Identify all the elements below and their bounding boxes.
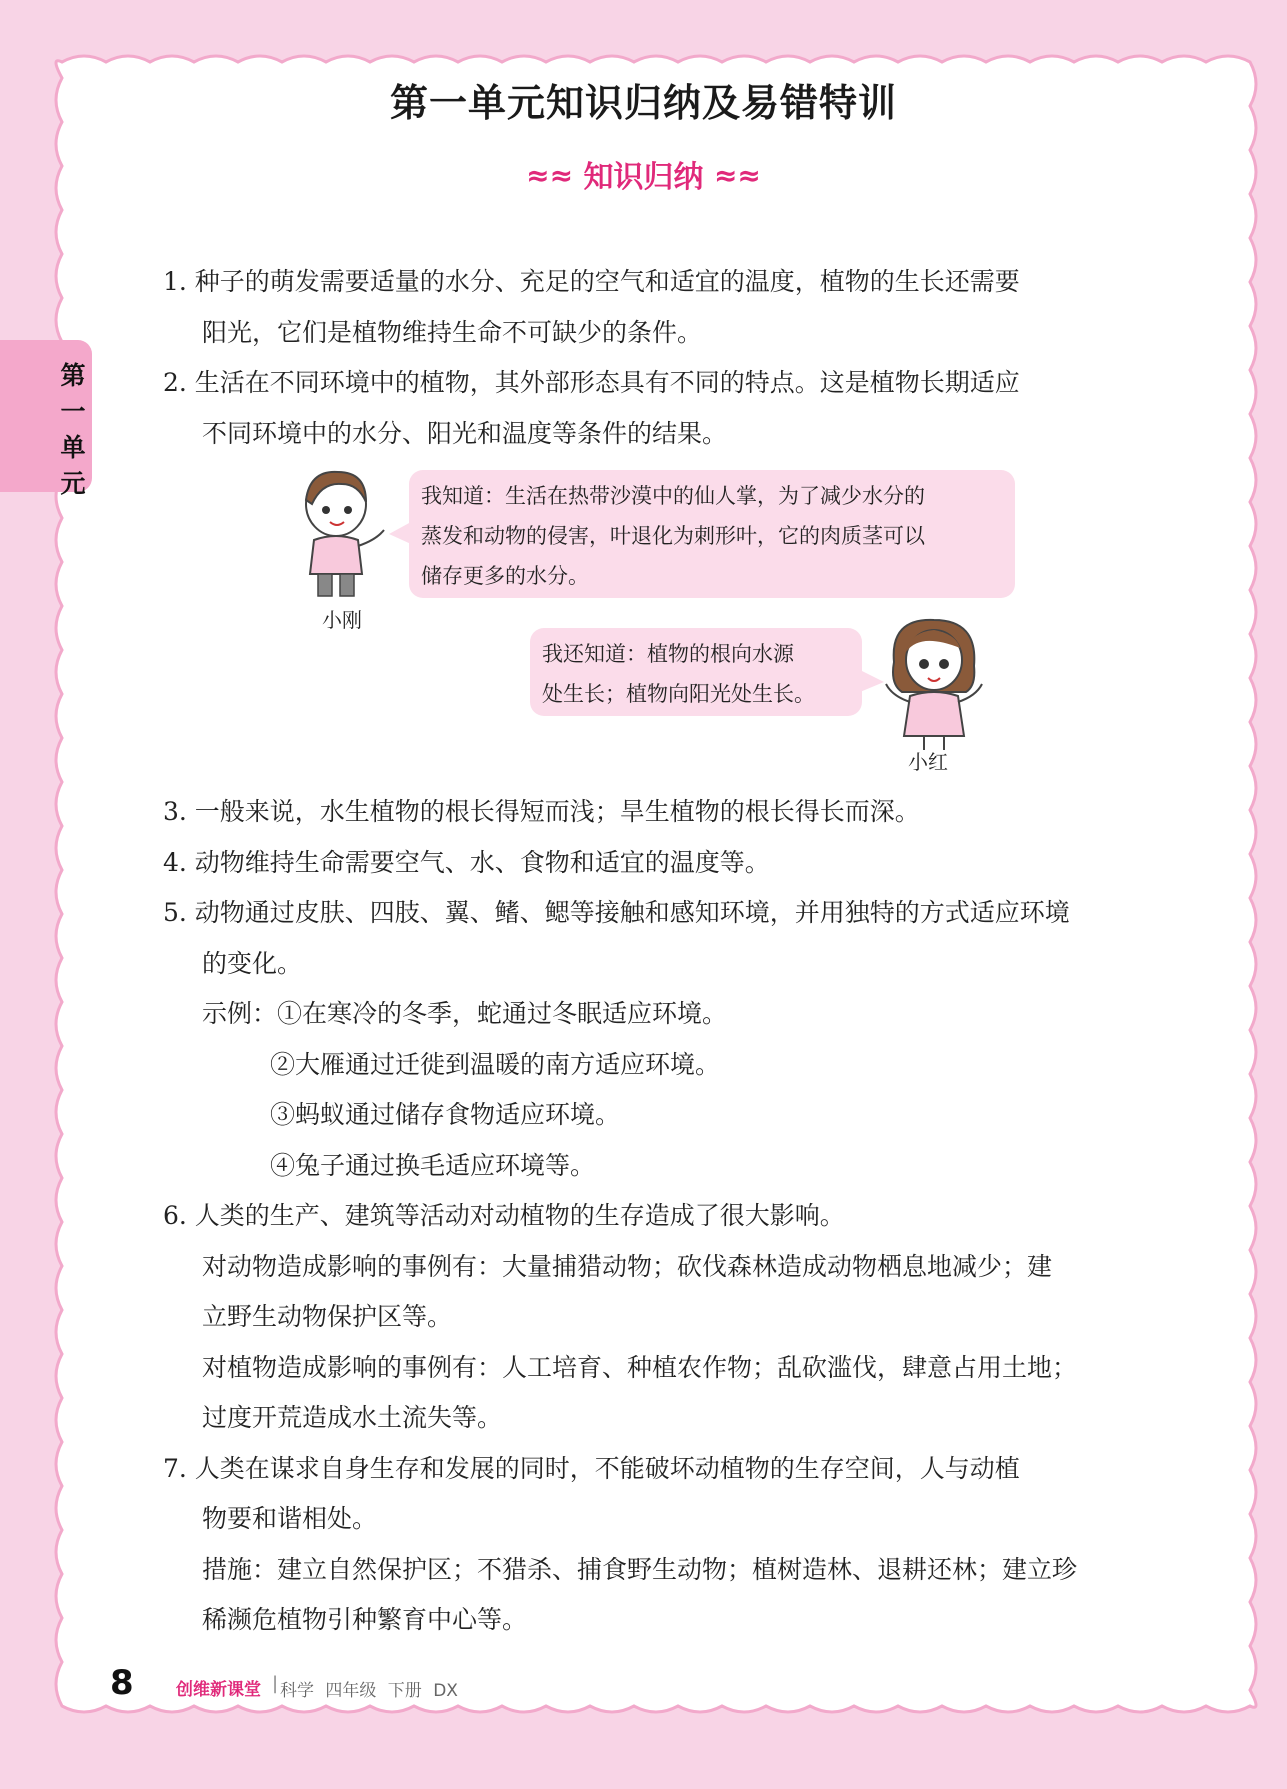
item-5-example-4: ④兔子通过换毛适应环境等。 [270,1151,596,1180]
item-6-line-2: 对动物造成影响的事例有：大量捕猎动物；砍伐森林造成动物栖息地减少；建 [202,1252,1053,1281]
bubble-1-line-3: 储存更多的水分。 [421,564,589,588]
item-1-line-2: 阳光，它们是植物维持生命不可缺少的条件。 [202,318,703,347]
speech-bubble-2 [530,628,862,716]
item-6-line-5: 过度开荒造成水土流失等。 [202,1403,503,1432]
wave-deco-left-icon-2: ≈ [549,159,574,192]
item-6-line-4: 对植物造成影响的事例有：人工培育、种植农作物；乱砍滥伐，肆意占用土地； [202,1353,1078,1382]
item-5-line-2: 的变化。 [202,949,303,978]
boy-character-icon [292,462,392,602]
item-7-line-2: 物要和谐相处。 [202,1504,378,1533]
page-title: 第一单元知识归纳及易错特训 [389,81,897,125]
bubble-1-tail [389,520,411,546]
footer-separator: | [272,1673,279,1694]
section-heading [0,152,1287,196]
wave-deco-right-icon-2: ≈ [737,159,761,192]
bubble-1-line-1: 我知道：生活在热带沙漠中的仙人掌，为了减少水分的 [421,484,925,508]
girl-character-icon [880,612,990,752]
page-number: 8 [110,1663,134,1703]
bubble-2-line-2: 处生长；植物向阳光处生长。 [542,682,815,706]
speech-bubble-1 [409,470,1015,598]
item-6-line-3: 立野生动物保护区等。 [202,1302,453,1331]
bubble-2-line-1: 我还知道：植物的根向水源 [542,642,794,666]
side-tab-label: 第 一 单 元 [60,361,86,498]
girl-name-label: 小红 [908,750,948,774]
wave-deco-right-icon: ≈ [713,159,738,192]
item-2-line-2: 不同环境中的水分、阳光和温度等条件的结果。 [202,419,728,448]
item-2-line-1: 2. 生活在不同环境中的植物，其外部形态具有不同的特点。这是植物长期适应 [163,368,1020,397]
item-6-line-1: 6. 人类的生产、建筑等活动对动植物的生存造成了很大影响。 [163,1201,845,1230]
footer-meta: 科学 四年级 下册 DX [280,1681,458,1701]
item-5-example-3: ③蚂蚁通过储存食物适应环境。 [270,1100,621,1129]
item-4: 4. 动物维持生命需要空气、水、食物和适宜的温度等。 [163,848,770,877]
item-5-example-2: ②大雁通过迁徙到温暖的南方适应环境。 [270,1050,721,1079]
item-5-line-1: 5. 动物通过皮肤、四肢、翼、鳍、鳃等接触和感知环境，并用独特的方式适应环境 [163,898,1070,927]
bubble-1-line-2: 蒸发和动物的侵害，叶退化为刺形叶，它的肉质茎可以 [421,524,925,548]
item-3: 3. 一般来说，水生植物的根长得短而浅；旱生植物的根长得长而深。 [163,797,920,826]
boy-name-label: 小刚 [322,608,362,632]
item-7-line-1: 7. 人类在谋求自身生存和发展的同时，不能破坏动植物的生存空间，人与动植 [163,1454,1020,1483]
section-heading-text: 知识归纳 [583,160,704,195]
wave-deco-left-icon: ≈ [526,159,550,192]
footer-brand: 创维新课堂 [176,1680,261,1700]
item-1-line-1: 1. 种子的萌发需要适量的水分、充足的空气和适宜的温度，植物的生长还需要 [163,267,1020,296]
item-7-line-4: 稀濒危植物引种繁育中心等。 [202,1605,528,1634]
item-7-line-3: 措施：建立自然保护区；不猎杀、捕食野生动物；植树造林、退耕还林；建立珍 [202,1555,1078,1584]
item-5-example-1: 示例：①在寒冷的冬季，蛇通过冬眠适应环境。 [202,999,728,1028]
